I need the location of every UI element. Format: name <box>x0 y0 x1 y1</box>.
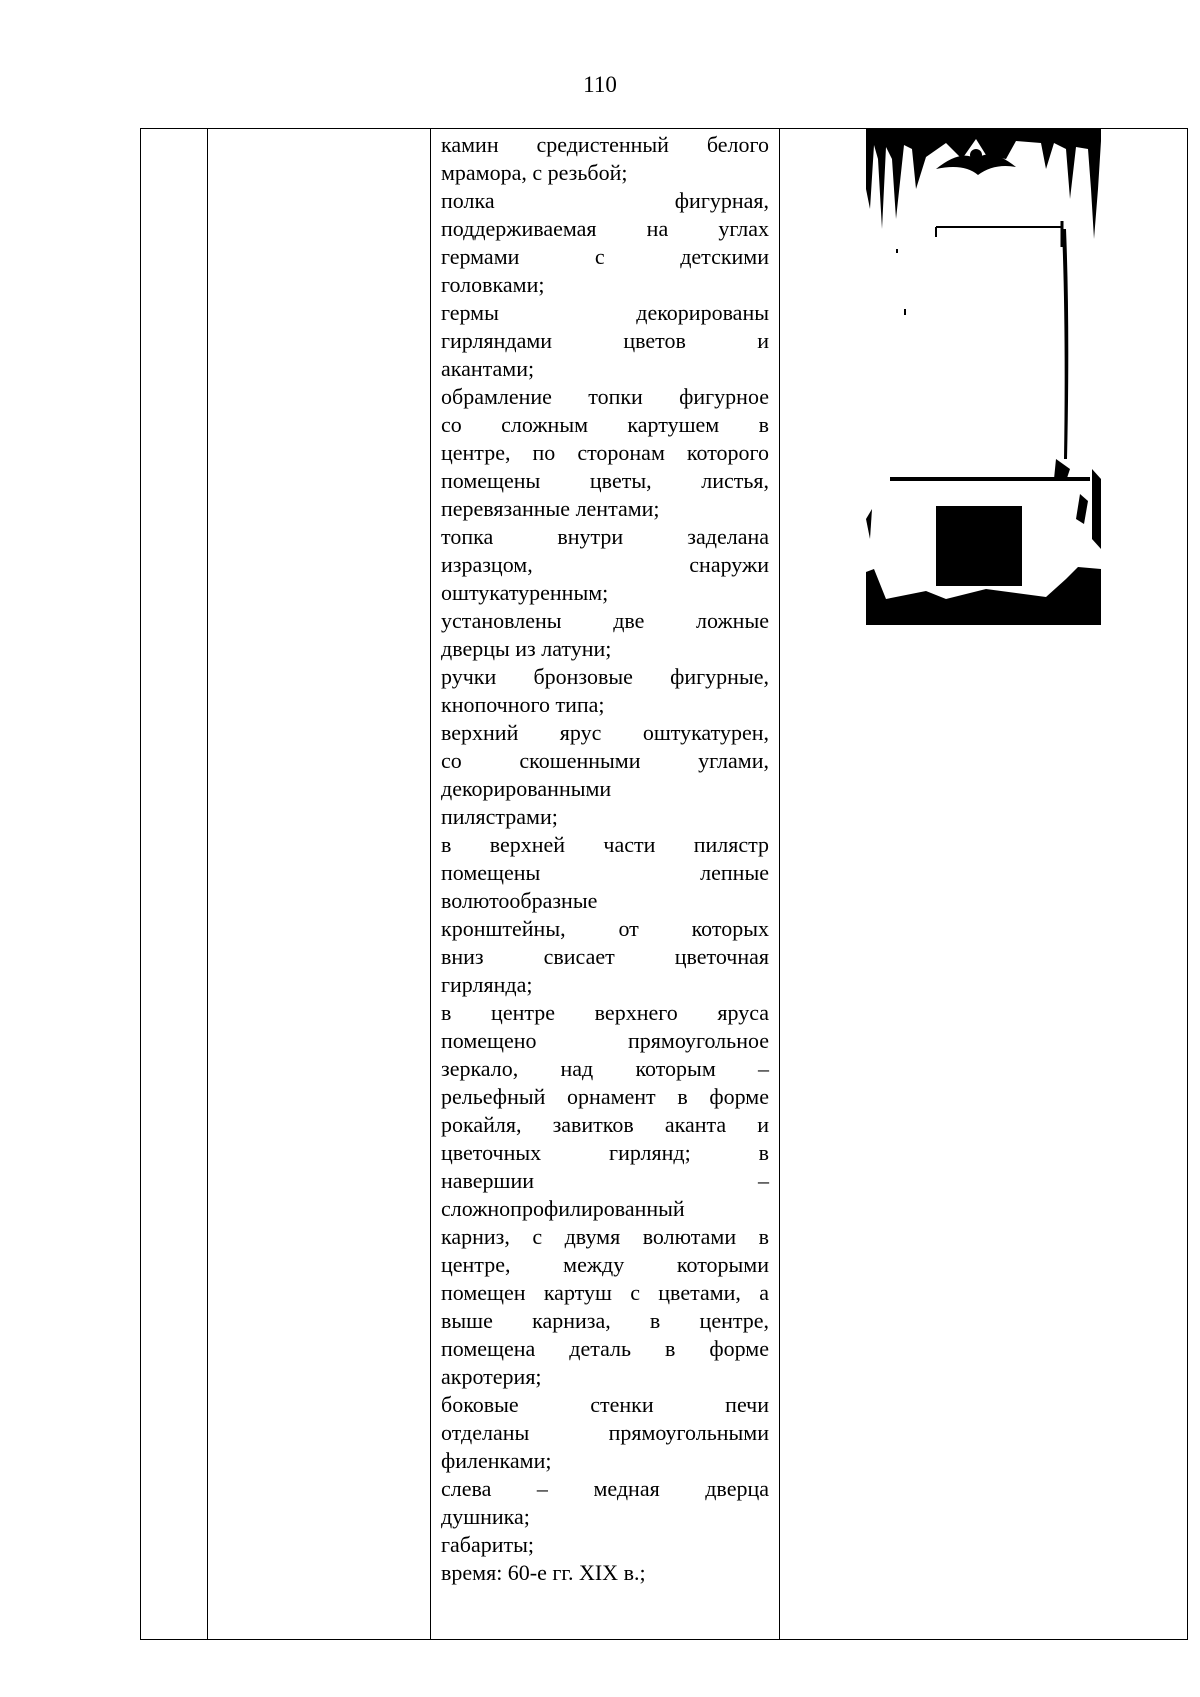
description-line: ручки бронзовые фигурные, <box>441 664 769 689</box>
description-line: помещены цветы, листья, <box>441 468 769 493</box>
photo-cell <box>780 129 1188 1640</box>
description-line: сложнопрофилированный <box>441 1196 685 1221</box>
description-line: карниз, с двумя волютами в <box>441 1224 769 1249</box>
fireplace-photo <box>866 129 1101 625</box>
description-line: центре, между которыми <box>441 1252 769 1277</box>
description-line: филенками; <box>441 1448 552 1473</box>
description-line: камин средистенный белого <box>441 132 769 157</box>
description-line: выше карниза, в центре, <box>441 1308 769 1333</box>
number-cell <box>141 129 208 1640</box>
description-line: пилястрами; <box>441 804 558 829</box>
description-line: топка внутри заделана <box>441 524 769 549</box>
name-cell <box>208 129 431 1640</box>
description-line: рельефный орнамент в форме <box>441 1084 769 1109</box>
description-line: навершии – <box>441 1168 769 1193</box>
description-line: волютообразные <box>441 888 598 913</box>
description-line: установлены две ложные <box>441 608 769 633</box>
description-line: со скошенными углами, <box>441 748 769 773</box>
description-line: гирляндами цветов и <box>441 328 769 353</box>
description-line: в центре верхнего яруса <box>441 1000 769 1025</box>
description-line: кнопочного типа; <box>441 692 605 717</box>
description-line: поддерживаемая на углах <box>441 216 769 241</box>
description-line: боковые стенки печи <box>441 1392 769 1417</box>
description-line: помещено прямоугольное <box>441 1028 769 1053</box>
description-line: гермы декорированы <box>441 300 769 325</box>
description-line: отделаны прямоугольными <box>441 1420 769 1445</box>
description-line: кронштейны, от которых <box>441 916 769 941</box>
description-line: гермами с детскими <box>441 244 769 269</box>
description-line: вниз свисает цветочная <box>441 944 769 969</box>
description-cell <box>431 129 780 1640</box>
description-line: изразцом, снаружи <box>441 552 769 577</box>
description-line: центре, по сторонам которого <box>441 440 769 465</box>
description-line: помещен картуш с цветами, а <box>441 1280 769 1305</box>
description-line: дверцы из латуни; <box>441 636 612 661</box>
description-line: в верхней части пилястр <box>441 832 769 857</box>
description-line: верхний ярус оштукатурен, <box>441 720 769 745</box>
description-line: помещены лепные <box>441 860 769 885</box>
description-line: зеркало, над которым – <box>441 1056 769 1081</box>
description-line: акротерия; <box>441 1364 542 1389</box>
description-line: полка фигурная, <box>441 188 769 213</box>
description-line: душника; <box>441 1504 530 1529</box>
description-line: декорированными <box>441 776 612 801</box>
description-line: слева – медная дверца <box>441 1476 769 1501</box>
fireplace-photo-image <box>866 129 1101 625</box>
page-number: 110 <box>583 72 617 97</box>
description-line: оштукатуренным; <box>441 580 609 605</box>
description-line: рокайля, завитков аканта и <box>441 1112 769 1137</box>
description-line: головками; <box>441 272 545 297</box>
description-line: гирлянда; <box>441 972 533 997</box>
description-line: время: 60-е гг. XIX в.; <box>441 1560 646 1585</box>
description-line: перевязанные лентами; <box>441 496 660 521</box>
description-line: обрамление топки фигурное <box>441 384 769 409</box>
object-table <box>140 128 1188 1640</box>
description-line: мрамора, с резьбой; <box>441 160 628 185</box>
description-line: помещена деталь в форме <box>441 1336 769 1361</box>
description-line: со сложным картушем в <box>441 412 769 437</box>
table-row <box>141 129 1188 1640</box>
description-line: габариты; <box>441 1532 535 1557</box>
description-line: цветочных гирлянд; в <box>441 1140 769 1165</box>
description-text <box>441 131 769 1587</box>
description-line: акантами; <box>441 356 535 381</box>
